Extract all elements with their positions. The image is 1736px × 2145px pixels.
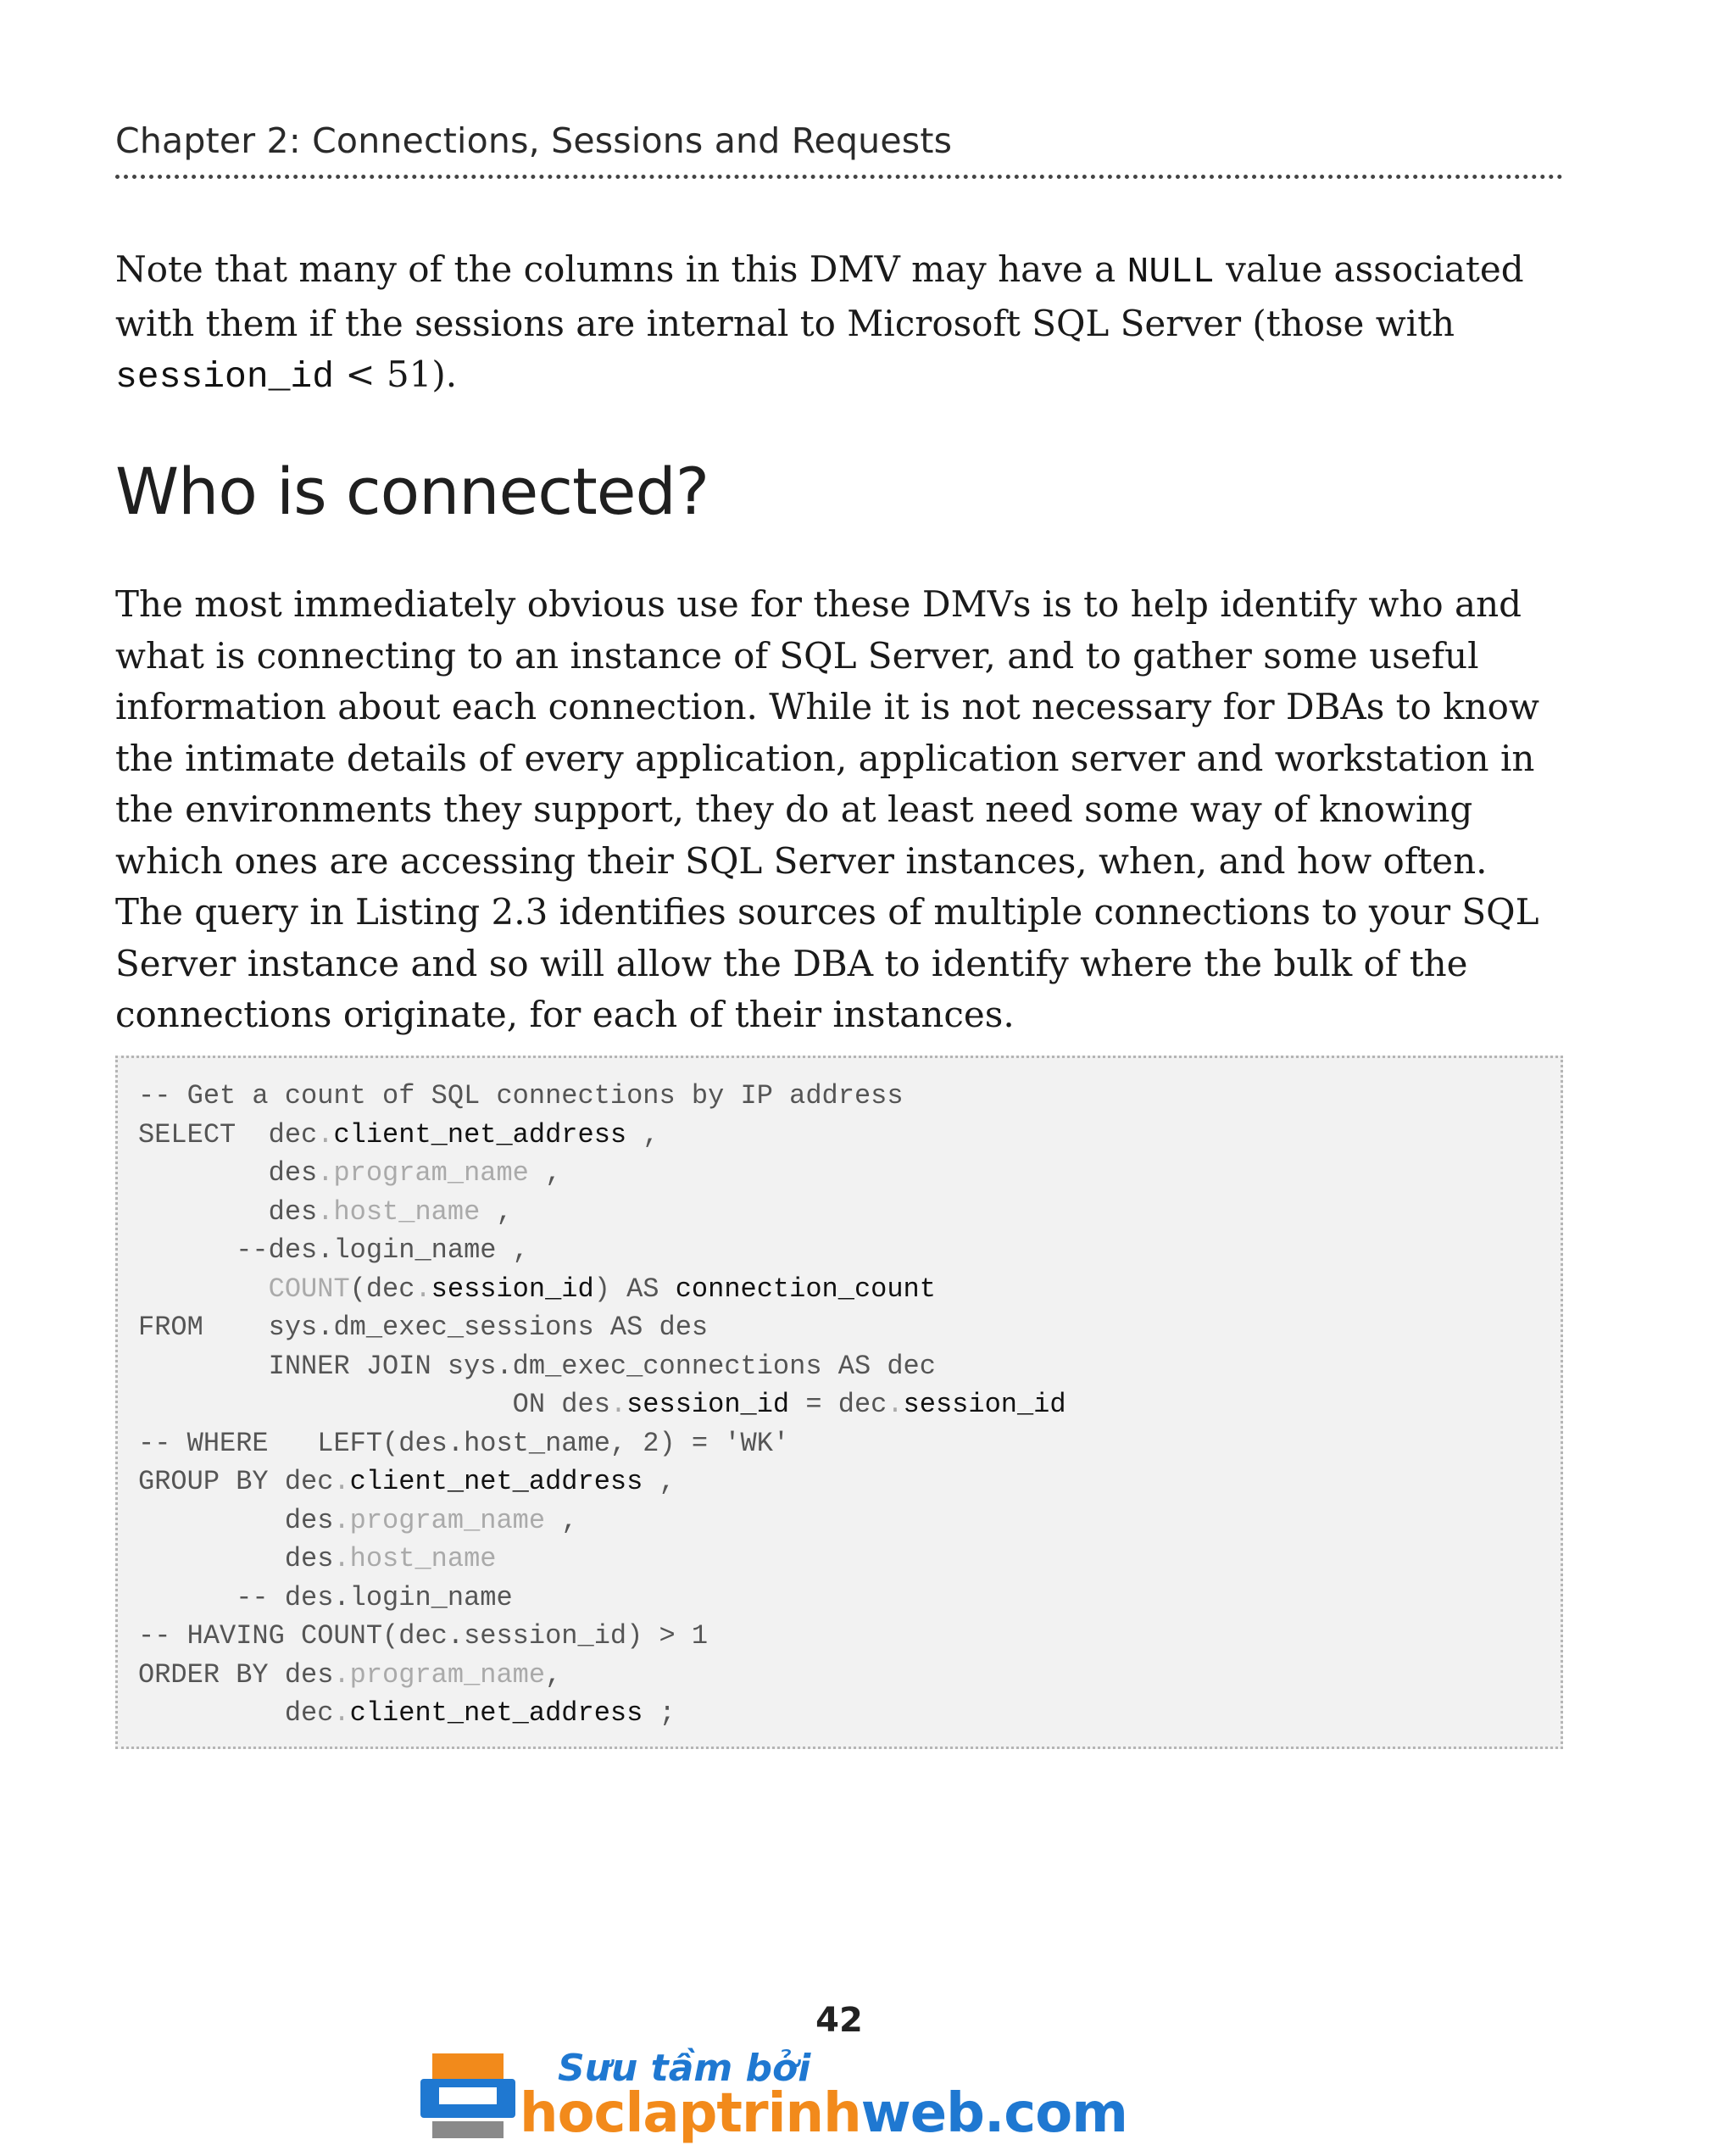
code-token: ) AS (593, 1273, 676, 1305)
watermark-caption: Sưu tầm bởi (558, 2047, 811, 2090)
code-token: FROM sys.dm_exec_sessions AS des (138, 1312, 709, 1343)
body-paragraph: The most immediately obvious use for these DMVs is to help identify who and what is connecting to an instance of SQL Server, and to gather some useful information about each connection. While it is not necessary for DBAs to know the intimate details of every application, application server and workstation in the environments they support, they do at least need some way of knowing which ones are accessing their SQL Server instances, when, and how often. The query in Listing 2.3 identifies sources of multiple connections to your SQL Server instance and so will allow the DBA to identify where the bulk of the connections originate, for each of their instances. (115, 583, 1539, 1035)
code-token: , (528, 1157, 562, 1189)
code-token: (dec (349, 1273, 415, 1305)
code-token: INNER JOIN sys.dm_exec_connections AS dec (138, 1350, 936, 1382)
code-token: client_net_address (349, 1697, 643, 1729)
code-token: , (643, 1466, 676, 1497)
code-token: session_id (626, 1389, 790, 1420)
intro-text-1: Note that many of the columns in this DMV may have a (115, 248, 1127, 290)
watermark (414, 2043, 1227, 2145)
code-token: des (138, 1543, 334, 1574)
code-line (138, 1462, 1066, 1502)
code-line (138, 1424, 1066, 1463)
code-token: .program_name (317, 1157, 529, 1189)
code-token: .host_name (333, 1543, 497, 1574)
code-line (138, 1656, 1066, 1695)
code-token: SELECT dec (138, 1118, 318, 1150)
watermark-site-part-2: web.com (860, 2082, 1127, 2145)
code-line (138, 1347, 1066, 1386)
code-line (138, 1193, 1066, 1232)
watermark-site (520, 2082, 1127, 2145)
code-token: .program_name (333, 1504, 546, 1536)
code-token: , (626, 1118, 659, 1150)
code-listing-box (115, 1056, 1563, 1749)
code-token: COUNT (268, 1273, 350, 1305)
code-line (138, 1231, 1066, 1270)
section-title: Who is connected? (115, 454, 709, 529)
code-token: . (333, 1697, 350, 1729)
code-token: . (887, 1389, 904, 1420)
code-token: , (545, 1658, 562, 1691)
inline-code-session-id: session_id (115, 356, 335, 398)
page-number: 42 (815, 2001, 863, 2040)
code-line (138, 1540, 1066, 1579)
code-line (138, 1579, 1066, 1618)
code-token: des (138, 1195, 318, 1228)
code-token (138, 1273, 269, 1305)
code-token: client_net_address (349, 1466, 643, 1497)
intro-text-3: < 51). (334, 354, 458, 395)
code-token: .program_name (333, 1658, 546, 1691)
inline-code-null: NULL (1127, 251, 1215, 292)
code-line (138, 1617, 1066, 1656)
code-token: -- des.login_name (138, 1581, 513, 1613)
code-token: connection_count (675, 1273, 936, 1305)
watermark-site-part-1: hoclaptrinh (520, 2082, 861, 2145)
code-line (138, 1154, 1066, 1193)
code-line (138, 1694, 1066, 1733)
code-line (138, 1308, 1066, 1347)
code-token: des (138, 1504, 334, 1536)
intro-text-2: value associated with them if the sessions are internal to Microsoft SQL Server (those with (115, 248, 1524, 344)
code-token: . (317, 1118, 334, 1150)
code-token: , (545, 1504, 578, 1536)
code-token: --des.login_name , (138, 1234, 529, 1266)
code-token: = dec (789, 1389, 887, 1420)
watermark-logo-icon (414, 2043, 524, 2142)
code-line (138, 1385, 1066, 1424)
code-line (138, 1270, 1066, 1309)
code-token: des (138, 1157, 318, 1189)
code-line (138, 1077, 1066, 1116)
code-token: . (415, 1273, 431, 1305)
code-token: ; (643, 1697, 676, 1729)
code-token: . (333, 1466, 350, 1497)
code-token: ON des (138, 1389, 610, 1420)
code-line (138, 1116, 1066, 1155)
code-token: session_id (431, 1273, 594, 1305)
code-token: ORDER BY des (138, 1658, 334, 1691)
code-token: .host_name (317, 1195, 481, 1228)
code-token: GROUP BY dec (138, 1466, 334, 1497)
code-line (138, 1502, 1066, 1540)
code-token: , (480, 1195, 513, 1228)
running-head: Chapter 2: Connections, Sessions and Requests (115, 120, 953, 161)
code-token: -- HAVING COUNT(dec.session_id) > 1 (138, 1620, 709, 1652)
code-token: . (609, 1389, 627, 1420)
code-token: dec (138, 1697, 334, 1729)
code-listing (138, 1077, 1066, 1733)
code-token: session_id (903, 1389, 1066, 1420)
code-token: client_net_address (333, 1118, 627, 1150)
code-token: -- WHERE LEFT(des.host_name, 2) = 'WK' (138, 1427, 790, 1459)
header-dotted-rule (115, 175, 1563, 179)
intro-paragraph (115, 244, 1563, 404)
code-token: -- Get a count of SQL connections by IP address (138, 1080, 904, 1112)
